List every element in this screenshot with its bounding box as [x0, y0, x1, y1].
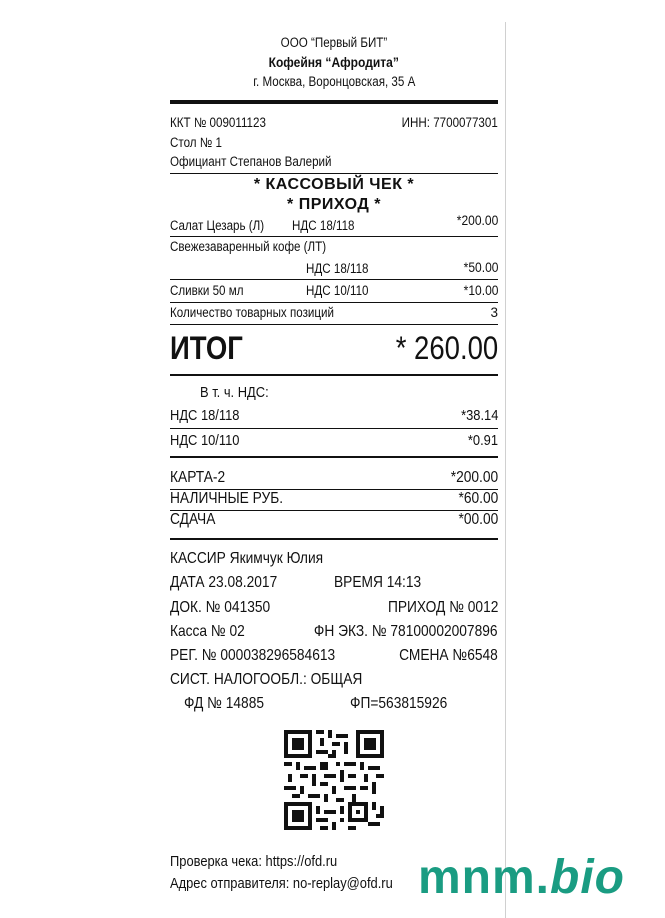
item-vat: НДС 18/118 [292, 218, 355, 233]
doc-number: ДОК. № 041350 [170, 599, 271, 616]
watermark-logo [418, 850, 625, 905]
item-price: *50.00 [463, 259, 498, 275]
total-divider [170, 374, 498, 376]
item-price: *10.00 [463, 282, 498, 298]
shop-address: г. Москва, Воронцовская, 35 А [252, 74, 416, 89]
receipt-time: ВРЕМЯ 14:13 [334, 574, 422, 591]
waiter-name: Официант Степанов Валерий [170, 154, 332, 169]
item-price: *200.00 [456, 212, 498, 228]
qr-code [284, 730, 384, 830]
company-name: ООО “Первый БИТ” [280, 35, 388, 50]
payment-value: *60.00 [458, 490, 498, 507]
vat-label: НДС 10/110 [170, 432, 240, 449]
vat-heading: В т. ч. НДС: [200, 384, 269, 401]
total-value: * 260.00 [395, 330, 498, 366]
watermark-ext: bio [550, 851, 625, 904]
payment-label: НАЛИЧНЫЕ РУБ. [170, 490, 284, 507]
item-name: Салат Цезарь (Л) [170, 218, 265, 233]
shop-name: Кофейня “Афродита” [268, 54, 400, 70]
cashier: КАССИР Якимчук Юлия [170, 550, 324, 567]
item-divider [170, 236, 498, 237]
check-url: Проверка чека: https://ofd.ru [170, 853, 338, 870]
kkt-number: ККТ № 009011123 [170, 115, 266, 130]
receipt-edge [505, 22, 506, 918]
vat-label: НДС 18/118 [170, 407, 240, 424]
item-divider [170, 279, 498, 280]
table-number: Стол № 1 [170, 135, 222, 150]
count-label: Количество товарных позиций [170, 305, 335, 320]
count-divider [170, 324, 498, 325]
item-divider [170, 302, 498, 303]
receipt-date: ДАТА 23.08.2017 [170, 574, 278, 591]
tax-system: СИСТ. НАЛОГООБЛ.: ОБЩАЯ [170, 671, 363, 688]
receipt-subtitle: * ПРИХОД * [287, 196, 381, 213]
item-name: Сливки 50 мл [170, 283, 244, 298]
fn-number: ФН ЭКЗ. № 78100002007896 [314, 623, 498, 640]
item-vat: НДС 18/118 [306, 261, 369, 276]
total-label: ИТОГ [170, 330, 243, 366]
fd-number: ФД № 14885 [184, 695, 264, 712]
payment-value: *00.00 [458, 511, 498, 528]
payment-value: *200.00 [450, 469, 498, 486]
count-value: 3 [490, 305, 498, 320]
info-divider [170, 173, 498, 174]
shift-number: СМЕНА №6548 [399, 647, 498, 664]
vat-bottom-divider [170, 456, 498, 458]
reg-number: РЕГ. № 000038296584613 [170, 647, 336, 664]
item-name: Свежезаваренный кофе (ЛТ) [170, 239, 327, 254]
item-vat: НДС 10/110 [306, 283, 369, 298]
header-divider [170, 100, 498, 104]
kassa-number: Касса № 02 [170, 623, 245, 640]
fp-number: ФП=563815926 [350, 695, 448, 712]
inn-number: ИНН: 7700077301 [401, 115, 498, 130]
vat-divider [170, 428, 498, 429]
payment-bottom-divider [170, 538, 498, 540]
income-number: ПРИХОД № 0012 [387, 599, 498, 616]
receipt-title: * КАССОВЫЙ ЧЕК * [253, 176, 415, 193]
payment-label: КАРТА-2 [170, 469, 226, 486]
payment-label: СДАЧА [170, 511, 216, 528]
watermark-main: mnm. [418, 851, 551, 904]
sender-address: Адрес отправителя: no-replay@ofd.ru [170, 875, 393, 892]
vat-value: *0.91 [467, 432, 498, 449]
vat-value: *38.14 [460, 407, 498, 424]
